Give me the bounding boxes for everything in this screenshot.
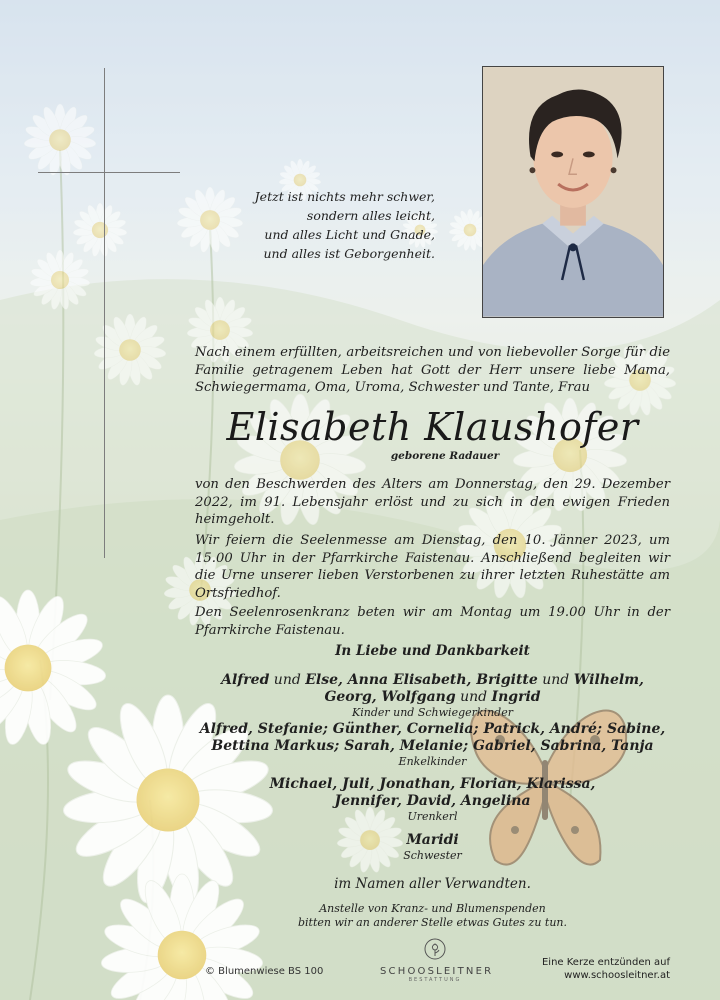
connector: und	[537, 672, 574, 688]
sister-group	[195, 832, 670, 862]
birth-name: geborene Radauer	[390, 450, 500, 462]
candle-url[interactable]: www.schoosleitner.at	[564, 970, 670, 981]
connector: und	[455, 689, 492, 705]
quote	[200, 187, 435, 263]
intro-text: Nach einem erfüllten, arbeitsreichen und von liebevoller Sorge für die Familie getragenem Leben hat Gott der Herr unsere liebe Mama, Schwiegermama, Oma, Uroma, Schwester und Tante, Frau	[195, 345, 670, 395]
logo-name: SCHOOSLEITNER	[380, 966, 494, 977]
request-line: bitten wir an anderer Stelle etwas Gutes zu tun.	[298, 916, 567, 929]
name-part: Ingrid	[491, 689, 541, 705]
great-grandchildren-line: Michael, Juli, Jonathan, Florian, Klarissa,	[269, 776, 596, 792]
cross-icon	[104, 68, 105, 558]
mass-paragraph: Wir feiern die Seelenmesse am Dienstag, den 10. Jänner 2023, um 15.00 Uhr in der Pfarrkirche Faistenau. Anschließend begleiten wir die Urne unserer lieben Verstorbenen zu ihrer letzten Ruhestätte am Ortsfriedhof.	[195, 533, 670, 601]
rose-logo-icon	[424, 938, 446, 960]
grandchildren-line: Alfred, Stefanie; Günther, Cornelia; Patrick, André; Sabine,	[199, 721, 666, 737]
portrait-photo	[482, 66, 664, 318]
name-part: Wilhelm,	[573, 672, 644, 688]
sister-name: Maridi	[406, 832, 459, 848]
request-line: Anstelle von Kranz- und Blumenspenden	[319, 902, 546, 915]
death-paragraph: von den Beschwerden des Alters am Donnerstag, den 29. Dezember 2022, im 91. Lebensjahr erlöst und zu sich in den ewigen Frieden heimgeholt.	[195, 477, 670, 527]
name-part: Georg, Wolfgang	[324, 689, 456, 705]
rosary-paragraph: Den Seelenrosenkranz beten wir am Montag um 19.00 Uhr in der Pfarrkirche Faistenau.	[195, 605, 670, 638]
quote-line: und alles ist Geborgenheit.	[263, 246, 435, 261]
relation-label: Schwester	[403, 849, 462, 862]
great-grandchildren-group	[195, 776, 670, 823]
funeral-home-logo	[380, 938, 494, 983]
children-group	[195, 672, 670, 719]
mourners-heading: In Liebe und Dankbarkeit	[335, 643, 530, 659]
children-line	[195, 689, 670, 706]
donation-request	[195, 902, 670, 930]
grandchildren-group	[195, 721, 670, 768]
behalf-text: im Namen aller Verwandten.	[334, 876, 531, 892]
name-part: Else, Anna Elisabeth, Brigitte	[305, 672, 538, 688]
name-part: Alfred	[221, 672, 270, 688]
relation-label: Urenkerl	[407, 810, 458, 823]
relation-label: Enkelkinder	[398, 755, 467, 768]
deceased-name: Elisabeth Klaushofer	[226, 405, 639, 449]
children-line	[195, 672, 670, 689]
relation-label: Kinder und Schwiegerkinder	[352, 706, 513, 719]
quote-line: sondern alles leicht,	[306, 208, 435, 223]
cross-icon-bar	[38, 172, 180, 173]
great-grandchildren-line: Jennifer, David, Angelina	[334, 793, 531, 809]
image-credit: © Blumenwiese BS 100	[205, 966, 324, 977]
candle-link[interactable]	[542, 956, 670, 982]
grandchildren-line: Bettina Markus; Sarah, Melanie; Gabriel, Sabrina, Tanja	[211, 738, 654, 754]
connector: und	[269, 672, 306, 688]
quote-line: und alles Licht und Gnade,	[264, 227, 435, 242]
candle-text: Eine Kerze entzünden auf	[541, 957, 670, 968]
quote-line: Jetzt ist nichts mehr schwer,	[254, 189, 435, 204]
logo-subtitle: BESTATTUNG	[408, 977, 462, 983]
